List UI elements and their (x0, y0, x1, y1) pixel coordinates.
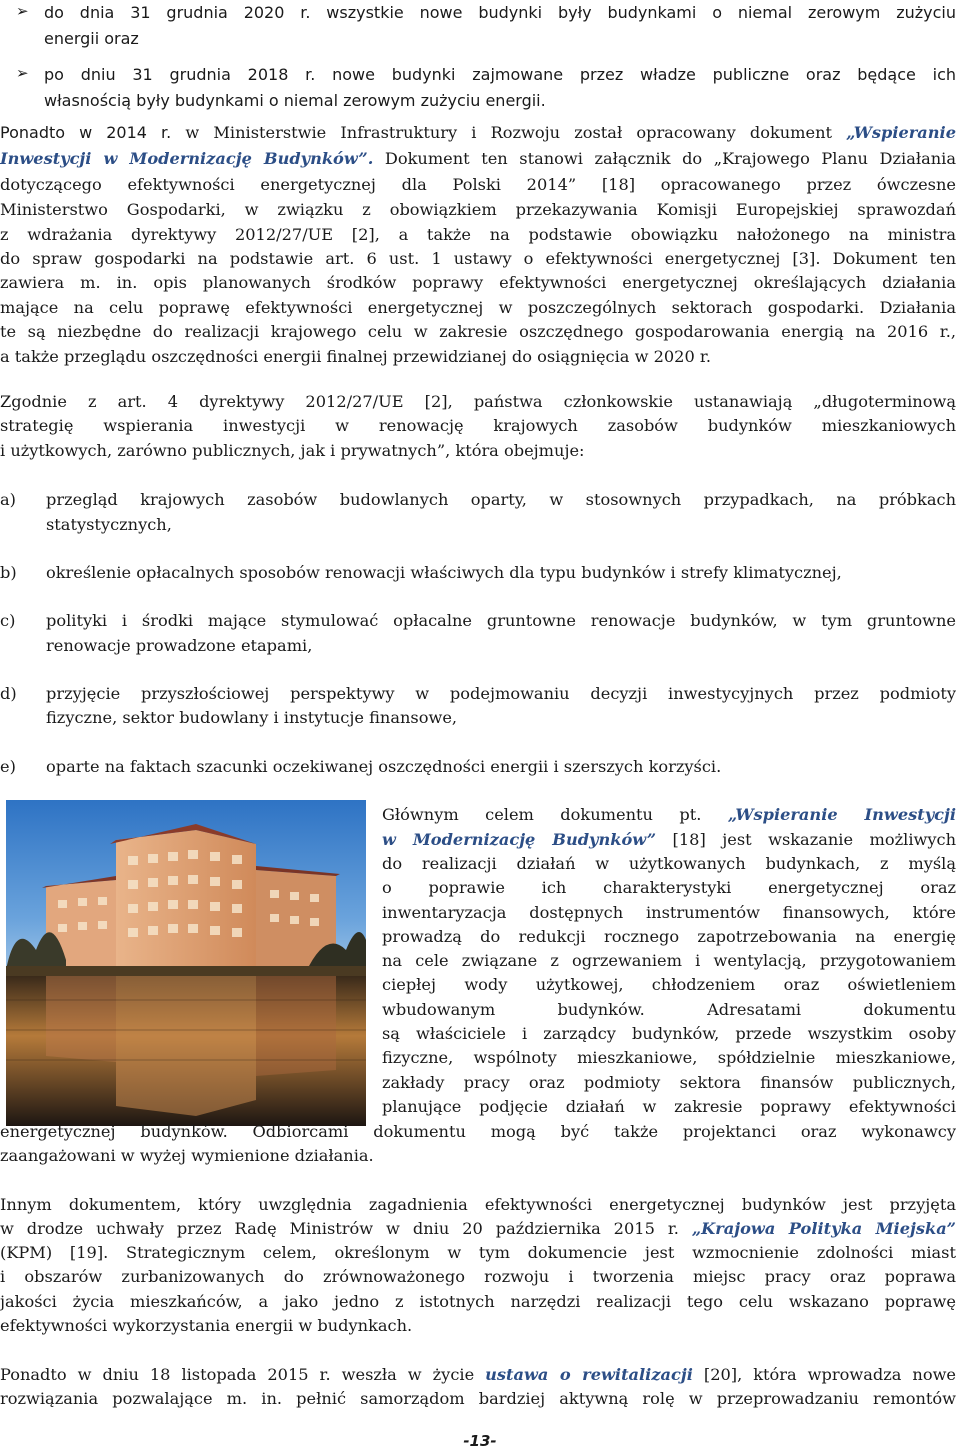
bullet-2-line-2: własnością były budynkami o niemal zerowym zużyciu energii. (44, 91, 546, 110)
list-e-line-1: oparte na faktach szacunki oczekiwanej oszczędności energii i szerszych korzyści. (46, 757, 722, 776)
list-label-a: a) (0, 490, 16, 509)
p1-line-8: mające na celu poprawę efektywności energetycznej w poszczególnych sektorach gospodarki. Działania (0, 298, 956, 317)
list-label-d: d) (0, 684, 17, 703)
bullet-arrow-icon: ➢ (16, 2, 29, 20)
p2-line-3: i użytkowych, zarówno publicznych, jak i prywatnych”, która obejmuje: (0, 441, 585, 460)
p3-line-14: energetycznej budynków. Odbiorcami dokumentu mogą być także projektanci oraz wykonawcy (0, 1122, 956, 1141)
p3-line-12: zakłady pracy oraz podmioty sektora finansów publicznych, (382, 1073, 956, 1092)
apartment-buildings-photo (6, 800, 366, 1126)
list-label-b: b) (0, 563, 17, 582)
list-a-line-2: statystycznych, (46, 515, 172, 534)
p3-line-13: planujące podjęcie działań w zakresie poprawy efektywności (382, 1097, 956, 1116)
p3-line-11: fizyczne, wspólnoty mieszkaniowe, spółdzielnie mieszkaniowe, (382, 1048, 956, 1067)
bullet-1-line-1: do dnia 31 grudnia 2020 r. wszystkie nowe budynki były budynkami o niemal zerowym zużyciu (44, 3, 956, 22)
p1-line-5: z wdrażania dyrektywy 2012/27/UE [2], a także na podstawie obowiązku nałożonego na ministra (0, 225, 956, 244)
p3-line-7: na cele związane z ogrzewaniem i wentylacją, przygotowaniem (382, 951, 956, 970)
p3-line-9: wbudowanym budynków. Adresatami dokumentu (382, 1000, 956, 1019)
p4-line-2: w drodze uchwały przez Radę Ministrów w dniu 20 października 2015 r. „Krajowa Polityka Miejska” (0, 1219, 956, 1238)
p4-line-4: i obszarów zurbanizowanych do zrównoważonego rozwoju i tworzenia miejsc pracy oraz poprawa (0, 1267, 956, 1286)
bullet-2-line-1: po dniu 31 grudnia 2018 r. nowe budynki zajmowane przez władze publiczne oraz będące ich (44, 65, 956, 84)
list-d-line-1: przyjęcie przyszłościowej perspektywy w podejmowaniu decyzji inwestycyjnych przez podmioty (46, 684, 956, 703)
p1-line-1: Ponadto w 2014 r. w Ministerstwie Infrastruktury i Rozwoju został opracowany dokument „Wspieranie (0, 123, 956, 142)
list-c-line-2: renowacje prowadzone etapami, (46, 636, 313, 655)
p4-line-1: Innym dokumentem, który uwzględnia zagadnienia efektywności energetycznej budynków jest przyjęta (0, 1195, 956, 1214)
list-a-line-1: przegląd krajowych zasobów budowlanych oparty, w stosownych przypadkach, na próbkach (46, 490, 956, 509)
p2-line-2: strategię wspierania inwestycji w renowację krajowych zasobów budynków mieszkaniowych (0, 416, 956, 435)
p4-line-3: (KPM) [19]. Strategicznym celem, określonym w tym dokumencie jest wzmocnienie zdolności miast (0, 1243, 956, 1262)
list-label-e: e) (0, 757, 16, 776)
p4-line-5: jakości życia mieszkańców, a jako jedno z istotnych narzędzi realizacji tego celu wskazano poprawę (0, 1292, 956, 1311)
p3-line-2: w Modernizację Budynków” [18] jest wskazanie możliwych (382, 830, 956, 849)
p3-line-6: prowadzą do redukcji rocznego zapotrzebowania na energię (382, 927, 956, 946)
p3-line-5: inwentaryzacja dostępnych instrumentów finansowych, które (382, 903, 956, 922)
p1-line-10: a także przeglądu oszczędności energii finalnej przewidzianej do osiągnięcia w 2020 r. (0, 347, 712, 366)
p4-line-6: efektywności wykorzystania energii w budynkach. (0, 1316, 413, 1335)
p1-line-7: zawiera m. in. opis planowanych środków poprawy efektywności energetycznej określających działania (0, 273, 956, 292)
p2-line-1: Zgodnie z art. 4 dyrektywy 2012/27/UE [2], państwa członkowskie ustanawiają „długoterminową (0, 392, 956, 411)
list-d-line-2: fizyczne, sektor budowlany i instytucje finansowe, (46, 708, 458, 727)
p1-line-4: Ministerstwo Gospodarki, w związku z obowiązkiem przekazywania Komisji Europejskiej sprawozdań (0, 200, 956, 219)
p5-line-2: rozwiązania pozwalające m. in. pełnić samorządom bardziej aktywną rolę w przeprowadzaniu remontów (0, 1389, 956, 1408)
p3-line-15: zaangażowani w wyżej wymienione działania. (0, 1146, 374, 1165)
p3-line-8: ciepłej wody użytkowej, chłodzeniem oraz oświetleniem (382, 975, 956, 994)
list-label-c: c) (0, 611, 16, 630)
p1-line-6: do spraw gospodarki na podstawie art. 6 ust. 1 ustawy o efektywności energetycznej [3]. Dokument ten (0, 249, 956, 268)
p5-line-1: Ponadto w dniu 18 listopada 2015 r. weszła w życie ustawa o rewitalizacji [20], która wprowadza nowe (0, 1365, 956, 1384)
bullet-1-line-2: energii oraz (44, 29, 139, 48)
p1-line-9: te są niezbędne do realizacji krajowego celu w zakresie oszczędnego gospodarowania energią na 2016 r., (0, 322, 956, 341)
p3-line-3: do realizacji działań w użytkowanych budynkach, z myślą (382, 854, 956, 873)
p1-line-3: dotyczącego efektywności energetycznej dla Polski 2014” [18] opracowanego przez ówczesne (0, 175, 956, 194)
list-b-line-1: określenie opłacalnych sposobów renowacji właściwych dla typu budynków i strefy klimatycznej, (46, 563, 842, 582)
doc-title-link: „Wspieranie (846, 123, 956, 142)
p3-line-10: są właściciele i zarządcy budynków, przede wszystkim osoby (382, 1024, 956, 1043)
bullet-arrow-icon: ➢ (16, 64, 29, 82)
page-number: -13- (463, 1432, 497, 1450)
p3-line-4: o poprawie ich charakterystyki energetycznej oraz (382, 878, 956, 897)
p3-line-1: Głównym celem dokumentu pt. „Wspieranie Inwestycji (382, 805, 956, 824)
kpm-title: „Krajowa Polityka Miejska” (691, 1219, 956, 1238)
act-title: ustawa o rewitalizacji (485, 1365, 693, 1384)
p1-line-2: Inwestycji w Modernizację Budynków”. Dokument ten stanowi załącznik do „Krajowego Planu Działania (0, 149, 956, 168)
list-c-line-1: polityki i środki mające stymulować opłacalne gruntowne renowacje budynków, w tym gruntowne (46, 611, 956, 630)
